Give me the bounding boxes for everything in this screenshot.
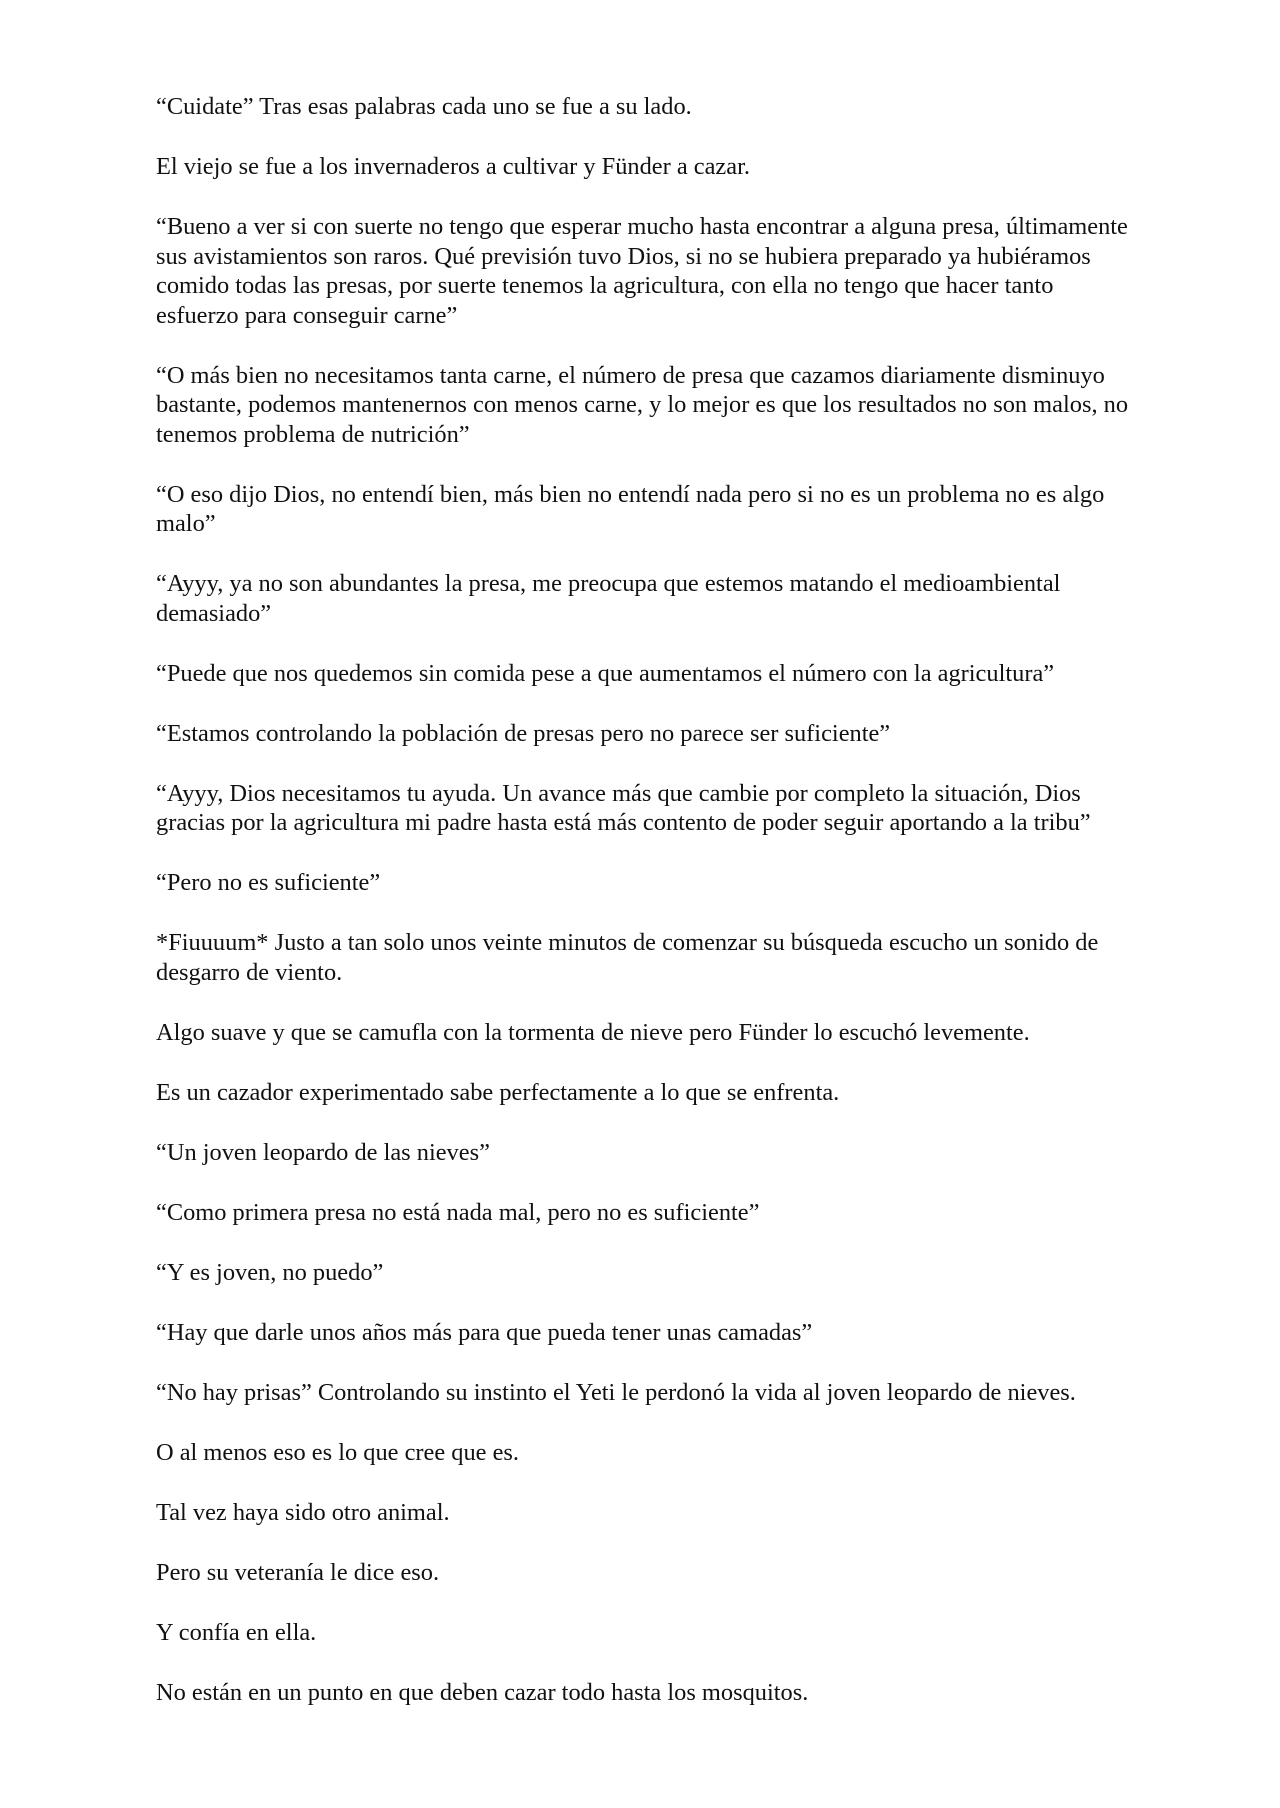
paragraph: “Hay que darle unos años más para que pueda tener unas camadas” — [156, 1318, 813, 1346]
paragraph: O al menos eso es lo que cree que es. — [156, 1438, 520, 1466]
paragraph: “Como primera presa no está nada mal, pero no es suficiente” — [156, 1198, 760, 1226]
paragraph: “Estamos controlando la población de presas pero no parece ser suficiente” — [156, 719, 891, 747]
paragraph: “Y es joven, no puedo” — [156, 1258, 384, 1286]
paragraph: Pero su veteranía le dice eso. — [156, 1558, 440, 1586]
paragraph: *Fiuuuum* Justo a tan solo unos veinte minutos de comenzar su búsqueda escucho un sonido de desgarro de viento. — [156, 929, 1099, 986]
paragraph: “Un joven leopardo de las nieves” — [156, 1138, 490, 1166]
paragraph: “Ayyy, Dios necesitamos tu ayuda. Un avance más que cambie por completo la situación, Dios gracias por la agricultura mi padre hasta está más contento de poder seguir aportando a la tribu” — [156, 779, 1091, 836]
paragraph: “Bueno a ver si con suerte no tengo que esperar mucho hasta encontrar a alguna presa, últimamente sus avistamientos son raros. Qué previsión tuvo Dios, si no se hubiera preparado ya hubiéramos comido todas las presas, por suerte tenemos la agricultura, con ella no tengo que hacer tanto esfuerzo para conseguir carne” — [156, 213, 1128, 329]
paragraph: El viejo se fue a los invernaderos a cultivar y Fünder a cazar. — [156, 153, 750, 180]
paragraph: Y confía en ella. — [156, 1618, 317, 1646]
paragraph: “Cuidate” Tras esas palabras cada uno se fue a su lado. — [156, 93, 692, 120]
paragraph: “O más bien no necesitamos tanta carne, el número de presa que cazamos diariamente disminuyo bastante, podemos mantenernos con menos carne, y lo mejor es que los resultados no son malos, no tenemos problema de nutrición” — [156, 361, 1129, 448]
paragraph: Algo suave y que se camufla con la tormenta de nieve pero Fünder lo escuchó levemente. — [156, 1018, 1030, 1046]
paragraph: No están en un punto en que deben cazar todo hasta los mosquitos. — [156, 1678, 809, 1706]
paragraph: “No hay prisas” Controlando su instinto el Yeti le perdonó la vida al joven leopardo de nieves. — [156, 1378, 1076, 1406]
paragraph: “O eso dijo Dios, no entendí bien, más bien no entendí nada pero si no es un problema no es algo malo” — [156, 480, 1105, 537]
paragraph: “Ayyy, ya no son abundantes la presa, me preocupa que estemos matando el medioambiental demasiado” — [156, 570, 1061, 627]
paragraph: Es un cazador experimentado sabe perfectamente a lo que se enfrenta. — [156, 1078, 840, 1106]
paragraph: “Puede que nos quedemos sin comida pese a que aumentamos el número con la agricultura” — [156, 659, 1055, 687]
paragraph: “Pero no es suficiente” — [156, 869, 381, 896]
paragraph: Tal vez haya sido otro animal. — [156, 1498, 450, 1526]
document-page — [156, 92, 1136, 1738]
